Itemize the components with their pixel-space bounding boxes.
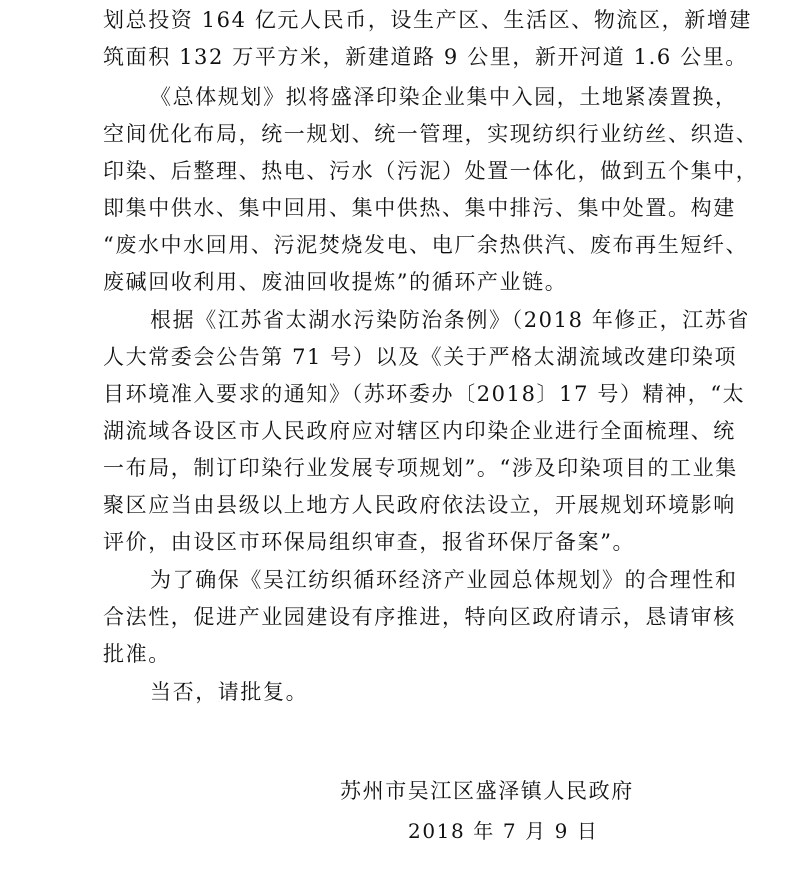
text-line: 根据《江苏省太湖水污染防治条例》（2018 年修正，江苏省 [150,308,751,332]
text-line: 筑面积 132 万平方米，新建道路 9 公里，新开河道 1.6 公里。 [103,45,748,69]
text-line: 评价，由设区市环保局组织审查，报省环保厅备案”。 [103,530,636,554]
text-line: 湖流域各设区市人民政府应对辖区内印染企业进行全面梳理、统 [103,419,736,443]
signature-date: 2018 年 7 月 9 日 [408,819,599,843]
text-line: 废碱回收利用、废油回收提炼”的循环产业链。 [103,270,568,294]
text-line: 印染、后整理、热电、污水（污泥）处置一体化，做到五个集中， [103,159,759,183]
text-line: 为了确保《吴江纺织循环经济产业园总体规划》的合理性和 [150,568,738,592]
text-line: 批准。 [103,642,171,666]
text-line: 人大常委会公告第 71 号）以及《关于严格太湖流域改建印染项 [103,345,738,369]
text-line: 一布局，制订印染行业发展专项规划”。“涉及印染项目的工业集 [103,456,738,480]
text-line: 合法性，促进产业园建设有序推进，特向区政府请示，恳请审核 [103,605,736,629]
text-line: 《总体规划》拟将盛泽印染企业集中入园，土地紧凑置换， [150,85,738,109]
text-line: 即集中供水、集中回用、集中供热、集中排污、集中处置。构建 [103,196,736,220]
text-line: 划总投资 164 亿元人民币，设生产区、生活区、物流区，新增建 [103,8,753,32]
signature-organization: 苏州市吴江区盛泽镇人民政府 [340,779,634,803]
text-line: 空间优化布局，统一规划、统一管理，实现纺织行业纺丝、织造、 [103,122,759,146]
closing-line: 当否，请批复。 [150,680,309,704]
text-line: 聚区应当由县级以上地方人民政府依法设立，开展规划环境影响 [103,493,736,517]
text-line: 目环境准入要求的通知》（苏环委办〔2018〕17 号）精神，“太 [103,382,746,406]
text-line: “废水中水回用、污泥焚烧发电、电厂余热供汽、废布再生短纤、 [103,233,749,257]
